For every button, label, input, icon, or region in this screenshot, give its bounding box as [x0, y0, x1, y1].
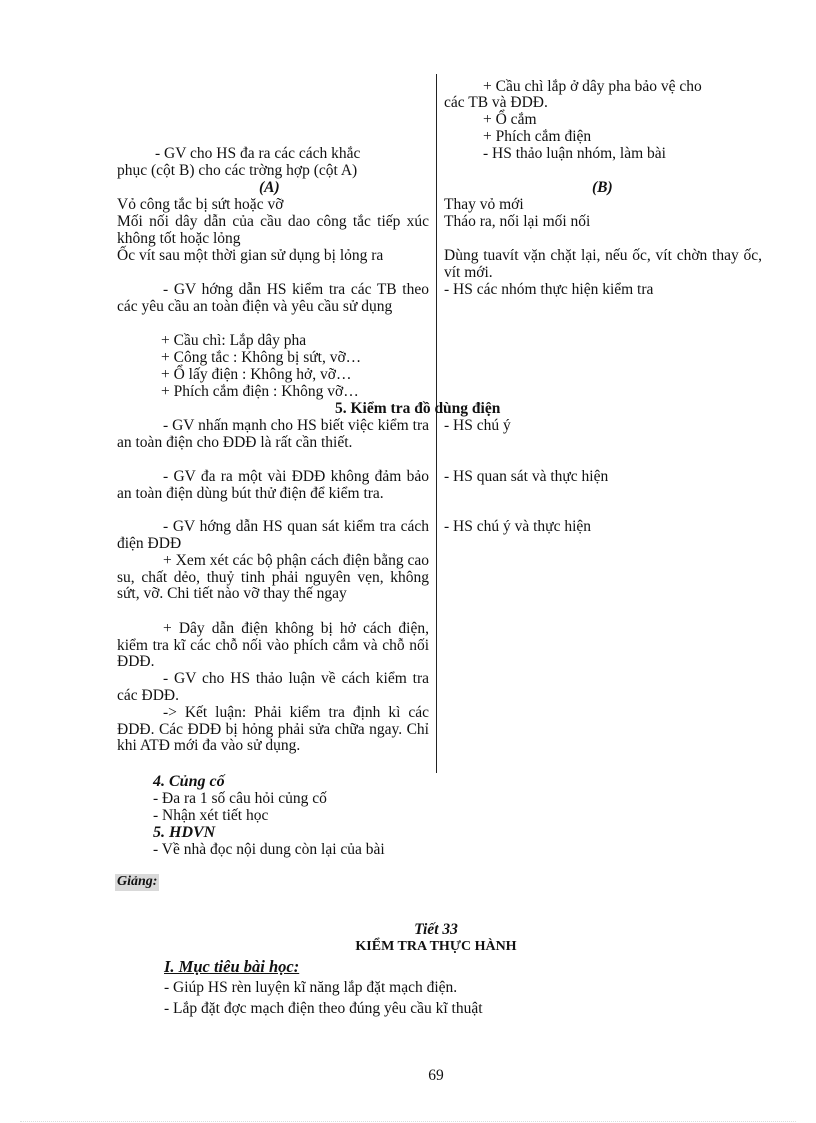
pair-b-3: Dùng tuavít vặn chặt lại, nếu ốc, vít chờn thay ốc, vít mới. — [444, 247, 762, 281]
lesson-title: KIỂM TRA THỰC HÀNH — [355, 939, 517, 954]
pair-b-2: Tháo ra, nối lại mối nối — [444, 213, 591, 230]
section-5-title: 5. Kiểm tra đồ dùng điện — [335, 400, 501, 417]
section-5-paragraph-3: - GV hớng dẫn HS quan sát kiểm tra cách điện ĐDĐ — [117, 518, 429, 552]
cungco-title: 4. Củng cố — [153, 773, 225, 790]
column-b-header: (B) — [592, 179, 613, 196]
objectives-title: I. Mục tiêu bài học: — [164, 957, 300, 976]
check-bullet-1: + Cầu chì: Lắp dây pha — [161, 332, 307, 349]
objective-line-1: - Giúp HS rèn luyện kĩ năng lắp đặt mạch điện. — [164, 979, 458, 996]
hdvn-title: 5. HDVN — [153, 824, 216, 841]
check-paragraph: - GV hớng dẫn HS kiểm tra các TB theo các yêu cầu an toàn điện và yêu cầu sử dụng — [117, 281, 429, 315]
section-5-conclusion: -> Kết luận: Phải kiểm tra định kì các ĐDĐ. Các ĐDĐ bị hỏng phải sửa chữa ngay. Chỉ khi ATĐ mới đa vào sử dụng. — [117, 704, 429, 754]
right-top-line-2: các TB và ĐDĐ. — [444, 94, 548, 111]
section-5-paragraph-2: - GV đa ra một vài ĐDĐ không đảm bảo an toàn điện dùng bút thử điện để kiểm tra. — [117, 468, 429, 502]
pair-a-3: Ốc vít sau một thời gian sử dụng bị lỏng ra — [117, 247, 384, 264]
section-5-response-3: - HS chú ý và thực hiện — [444, 518, 592, 535]
page-footer-divider — [20, 1121, 796, 1122]
right-top-line-1: + Cầu chì lắp ở dây pha bảo vệ cho — [483, 78, 702, 95]
hdvn-line-1: - Về nhà đọc nội dung còn lại của bài — [153, 841, 385, 858]
check-response: - HS các nhóm thực hiện kiểm tra — [444, 281, 654, 298]
right-top-line-5: - HS thảo luận nhóm, làm bài — [483, 145, 666, 162]
lesson-number: Tiết 33 — [414, 921, 458, 938]
objective-line-2: - Lắp đặt đợc mạch điện theo đúng yêu cầu kĩ thuật — [164, 1000, 483, 1017]
cungco-line-2: - Nhận xét tiết học — [153, 807, 269, 824]
pair-b-1: Thay vỏ mới — [444, 196, 524, 213]
section-5-response-2: - HS quan sát và thực hiện — [444, 468, 609, 485]
check-bullet-3: + Ổ lấy điện : Không hở, vỡ… — [161, 366, 352, 383]
column-divider — [436, 74, 437, 773]
left-intro-line-1: - GV cho HS đa ra các cách khắc — [155, 145, 361, 162]
right-top-line-4: + Phích cắm điện — [483, 128, 592, 145]
column-a-header: (A) — [259, 179, 280, 196]
page-number: 69 — [428, 1067, 444, 1084]
cungco-line-1: - Đa ra 1 số câu hỏi củng cố — [153, 790, 327, 807]
section-5-paragraph-5: + Dây dẫn điện không bị hở cách điện, kiểm tra kĩ các chỗ nối vào phích cắm và chỗ nối ĐDĐ. — [117, 620, 429, 670]
section-5-paragraph-1: - GV nhấn mạnh cho HS biết việc kiểm tra an toàn điện cho ĐDĐ là rất cần thiết. — [117, 417, 429, 451]
check-bullet-4: + Phích cắm điện : Không vỡ… — [161, 383, 359, 400]
section-5-paragraph-4: + Xem xét các bộ phận cách điện bằng cao su, chất dẻo, thuỷ tinh phải nguyên vẹn, không sứt, vỡ. Chi tiết nào vỡ thay thế ngay — [117, 552, 429, 602]
pair-a-2: Mối nối dây dẫn của cầu dao công tắc tiếp xúc không tốt hoặc lỏng — [117, 213, 429, 247]
section-5-paragraph-6: - GV cho HS thảo luận về cách kiểm tra các ĐDĐ. — [117, 670, 429, 704]
left-intro-line-2: phục (cột B) cho các trờng hợp (cột A) — [117, 162, 358, 179]
section-5-response-1: - HS chú ý — [444, 417, 511, 434]
right-top-line-3: + Ổ cắm — [483, 111, 537, 128]
pair-a-1: Vỏ công tắc bị sứt hoặc vỡ — [117, 196, 284, 213]
check-bullet-2: + Công tắc : Không bị sứt, vỡ… — [161, 349, 362, 366]
giang-label: Giảng: — [117, 874, 158, 889]
